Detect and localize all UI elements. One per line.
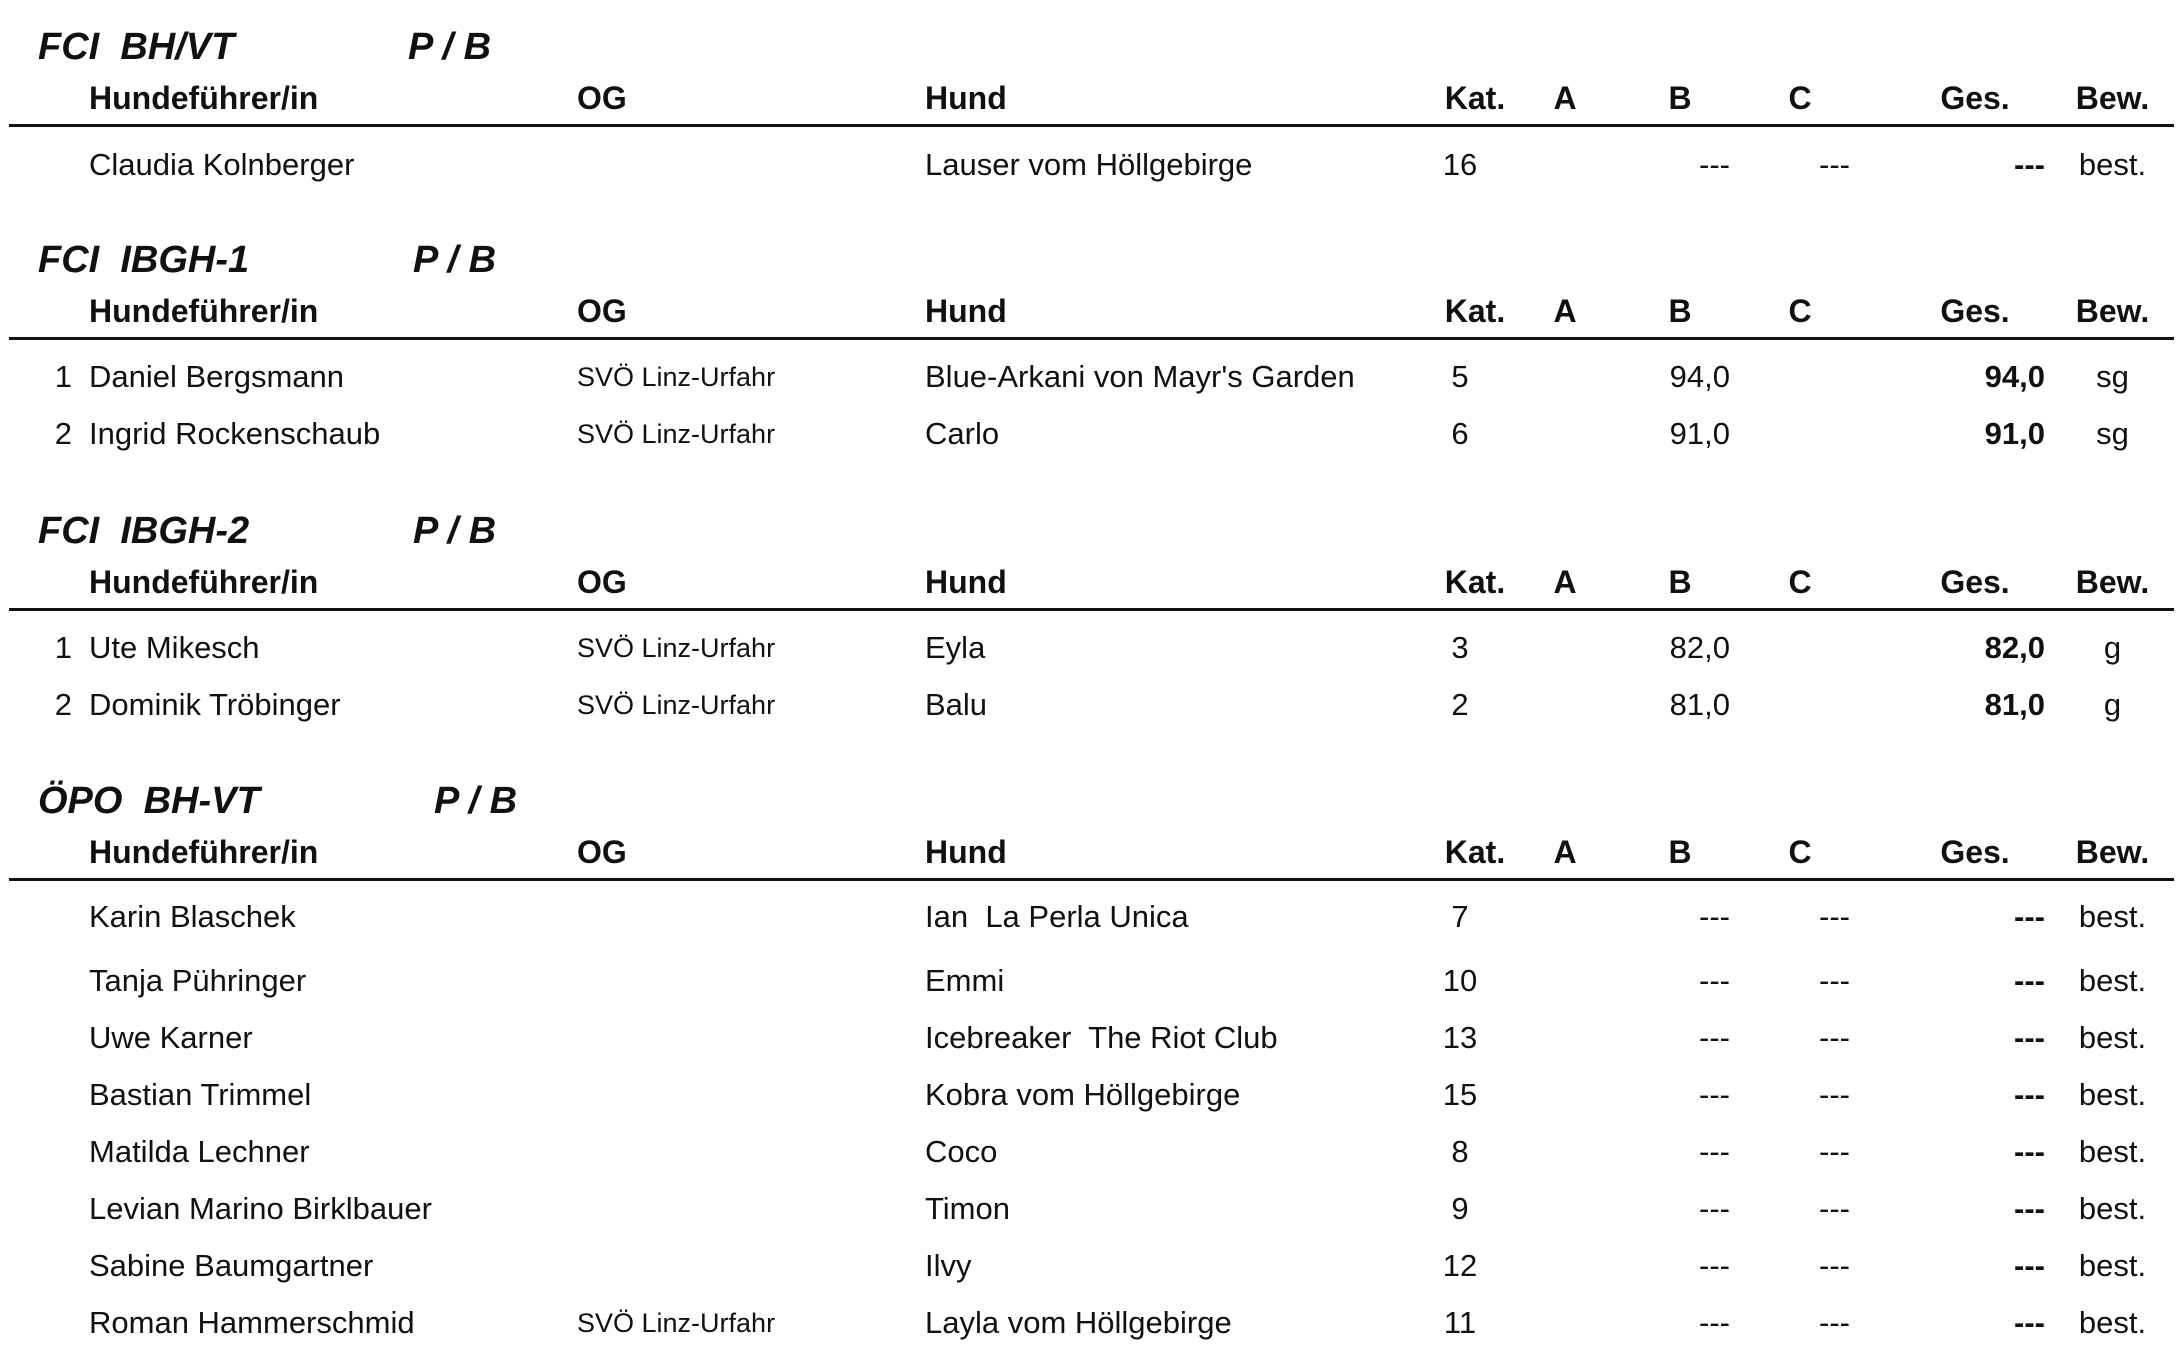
dog-name: Kobra vom Höllgebirge <box>925 1077 1241 1112</box>
dog-name: Emmi <box>925 963 1005 998</box>
score-c: --- <box>1819 1305 1850 1340</box>
table-row <box>0 894 2183 940</box>
rank: 2 <box>54 416 72 451</box>
column-header-row <box>0 830 2183 874</box>
kat-value: 7 <box>1451 899 1469 934</box>
header-rating: Bew. <box>2075 293 2150 329</box>
score-c: --- <box>1819 1134 1850 1169</box>
header-c: C <box>1788 293 1812 329</box>
section-title: FCI IBGH-2 <box>38 510 250 552</box>
dog-name: Timon <box>925 1191 1010 1226</box>
header-og: OG <box>577 564 627 600</box>
kat-value: 2 <box>1451 687 1469 722</box>
dog-name: Balu <box>925 687 988 722</box>
section-title: ÖPO BH-VT <box>38 780 260 822</box>
total-score: 91,0 <box>1984 416 2045 451</box>
score-c: --- <box>1819 1077 1850 1112</box>
handler-name: Uwe Karner <box>89 1020 253 1055</box>
dog-name: Lauser vom Höllgebirge <box>925 147 1253 182</box>
total-score: --- <box>2014 1305 2045 1340</box>
score-c: --- <box>1819 1191 1850 1226</box>
rating: best. <box>2078 1020 2147 1055</box>
total-score: 82,0 <box>1984 630 2045 665</box>
og-club: SVÖ Linz-Urfahr <box>577 690 776 720</box>
header-c: C <box>1788 564 1812 600</box>
rating: best. <box>2078 147 2147 182</box>
score-b: 94,0 <box>1669 359 1730 394</box>
dog-name: Ian La Perla Unica <box>925 899 1189 934</box>
score-b: 91,0 <box>1669 416 1730 451</box>
score-c: --- <box>1819 963 1850 998</box>
table-row <box>0 142 2183 188</box>
table-row <box>0 1300 2183 1346</box>
header-divider <box>9 878 2174 881</box>
header-b: B <box>1668 564 1692 600</box>
total-score: --- <box>2014 1191 2045 1226</box>
total-score: 81,0 <box>1984 687 2045 722</box>
rating: best. <box>2078 899 2147 934</box>
dog-name: Icebreaker The Riot Club <box>925 1020 1278 1055</box>
handler-name: Matilda Lechner <box>89 1134 310 1169</box>
header-c: C <box>1788 80 1812 116</box>
dog-name: Ilvy <box>925 1248 972 1283</box>
handler-name: Roman Hammerschmid <box>89 1305 415 1340</box>
handler-name: Bastian Trimmel <box>89 1077 312 1112</box>
handler-name: Daniel Bergsmann <box>89 359 345 394</box>
rating: best. <box>2078 1248 2147 1283</box>
header-og: OG <box>577 293 627 329</box>
handler-name: Karin Blaschek <box>89 899 296 934</box>
section-title: FCI IBGH-1 <box>38 239 250 281</box>
handler-name: Levian Marino Birklbauer <box>89 1191 432 1226</box>
total-score: --- <box>2014 1248 2045 1283</box>
header-og: OG <box>577 834 627 870</box>
section-class: P / B <box>408 26 492 68</box>
header-handler: Hundeführer/in <box>89 834 319 870</box>
rating: g <box>2103 687 2122 722</box>
header-dog: Hund <box>925 834 1007 870</box>
header-b: B <box>1668 834 1692 870</box>
handler-name: Sabine Baumgartner <box>89 1248 374 1283</box>
table-row <box>0 411 2183 457</box>
header-a: A <box>1553 564 1577 600</box>
table-row <box>0 682 2183 728</box>
section-class: P / B <box>413 510 497 552</box>
table-row <box>0 625 2183 671</box>
header-rating: Bew. <box>2075 564 2150 600</box>
score-c: --- <box>1819 1020 1850 1055</box>
kat-value: 5 <box>1451 359 1469 394</box>
score-b: --- <box>1699 1134 1730 1169</box>
handler-name: Ute Mikesch <box>89 630 260 665</box>
handler-name: Ingrid Rockenschaub <box>89 416 381 451</box>
header-rating: Bew. <box>2075 834 2150 870</box>
total-score: --- <box>2014 899 2045 934</box>
header-b: B <box>1668 293 1692 329</box>
rating: best. <box>2078 1134 2147 1169</box>
og-club: SVÖ Linz-Urfahr <box>577 1308 776 1338</box>
header-dog: Hund <box>925 293 1007 329</box>
header-total: Ges. <box>1940 564 2010 600</box>
kat-value: 8 <box>1451 1134 1469 1169</box>
rank: 1 <box>54 630 72 665</box>
dog-name: Coco <box>925 1134 998 1169</box>
table-row <box>0 1243 2183 1289</box>
column-header-row <box>0 76 2183 120</box>
header-divider <box>9 124 2174 127</box>
header-total: Ges. <box>1940 80 2010 116</box>
total-score: --- <box>2014 963 2045 998</box>
table-row <box>0 354 2183 400</box>
table-row <box>0 1072 2183 1118</box>
og-club: SVÖ Linz-Urfahr <box>577 362 776 392</box>
total-score: --- <box>2014 1077 2045 1112</box>
kat-value: 3 <box>1451 630 1469 665</box>
header-handler: Hundeführer/in <box>89 80 319 116</box>
table-row <box>0 1015 2183 1061</box>
score-b: 81,0 <box>1669 687 1730 722</box>
rating: best. <box>2078 1191 2147 1226</box>
rating: best. <box>2078 1077 2147 1112</box>
rating: g <box>2103 630 2122 665</box>
header-divider <box>9 608 2174 611</box>
column-header-row <box>0 289 2183 333</box>
header-kat: Kat. <box>1444 80 1506 116</box>
kat-value: 11 <box>1443 1305 1477 1340</box>
score-b: --- <box>1699 1191 1730 1226</box>
header-kat: Kat. <box>1444 834 1506 870</box>
section-class: P / B <box>413 239 497 281</box>
score-c: --- <box>1819 899 1850 934</box>
score-c: --- <box>1819 1248 1850 1283</box>
header-handler: Hundeführer/in <box>89 564 319 600</box>
score-b: --- <box>1699 1020 1730 1055</box>
rating: best. <box>2078 963 2147 998</box>
header-dog: Hund <box>925 80 1007 116</box>
total-score: 94,0 <box>1984 359 2045 394</box>
header-kat: Kat. <box>1444 293 1506 329</box>
kat-value: 16 <box>1442 147 1478 182</box>
rating: best. <box>2078 1305 2147 1340</box>
total-score: --- <box>2014 147 2045 182</box>
total-score: --- <box>2014 1134 2045 1169</box>
rank: 2 <box>54 687 72 722</box>
table-row <box>0 1186 2183 1232</box>
handler-name: Claudia Kolnberger <box>89 147 355 182</box>
header-b: B <box>1668 80 1692 116</box>
handler-name: Tanja Pühringer <box>89 963 307 998</box>
score-b: --- <box>1699 1305 1730 1340</box>
header-handler: Hundeführer/in <box>89 293 319 329</box>
kat-value: 6 <box>1451 416 1469 451</box>
dog-name: Blue-Arkani von Mayr's Garden <box>925 359 1355 394</box>
section-class: P / B <box>434 780 518 822</box>
kat-value: 12 <box>1442 1248 1478 1283</box>
score-b: --- <box>1699 147 1730 182</box>
table-row <box>0 958 2183 1004</box>
kat-value: 10 <box>1442 963 1478 998</box>
header-c: C <box>1788 834 1812 870</box>
header-a: A <box>1553 293 1577 329</box>
header-a: A <box>1553 80 1577 116</box>
score-b: --- <box>1699 1077 1730 1112</box>
score-b: 82,0 <box>1669 630 1730 665</box>
total-score: --- <box>2014 1020 2045 1055</box>
header-dog: Hund <box>925 564 1007 600</box>
header-rating: Bew. <box>2075 80 2150 116</box>
rank: 1 <box>54 359 72 394</box>
score-b: --- <box>1699 1248 1730 1283</box>
column-header-row <box>0 560 2183 604</box>
section-title: FCI BH/VT <box>38 26 235 68</box>
header-total: Ges. <box>1940 834 2010 870</box>
score-b: --- <box>1699 899 1730 934</box>
score-b: --- <box>1699 963 1730 998</box>
kat-value: 15 <box>1442 1077 1478 1112</box>
header-a: A <box>1553 834 1577 870</box>
score-c: --- <box>1819 147 1850 182</box>
og-club: SVÖ Linz-Urfahr <box>577 633 776 663</box>
header-kat: Kat. <box>1444 564 1506 600</box>
header-total: Ges. <box>1940 293 2010 329</box>
kat-value: 13 <box>1442 1020 1478 1055</box>
dog-name: Carlo <box>925 416 1000 451</box>
dog-name: Eyla <box>925 630 986 665</box>
header-og: OG <box>577 80 627 116</box>
dog-name: Layla vom Höllgebirge <box>925 1305 1232 1340</box>
handler-name: Dominik Tröbinger <box>89 687 341 722</box>
header-divider <box>9 337 2174 340</box>
rating: sg <box>2096 416 2129 451</box>
kat-value: 9 <box>1451 1191 1469 1226</box>
rating: sg <box>2096 359 2129 394</box>
table-row <box>0 1129 2183 1175</box>
og-club: SVÖ Linz-Urfahr <box>577 419 776 449</box>
